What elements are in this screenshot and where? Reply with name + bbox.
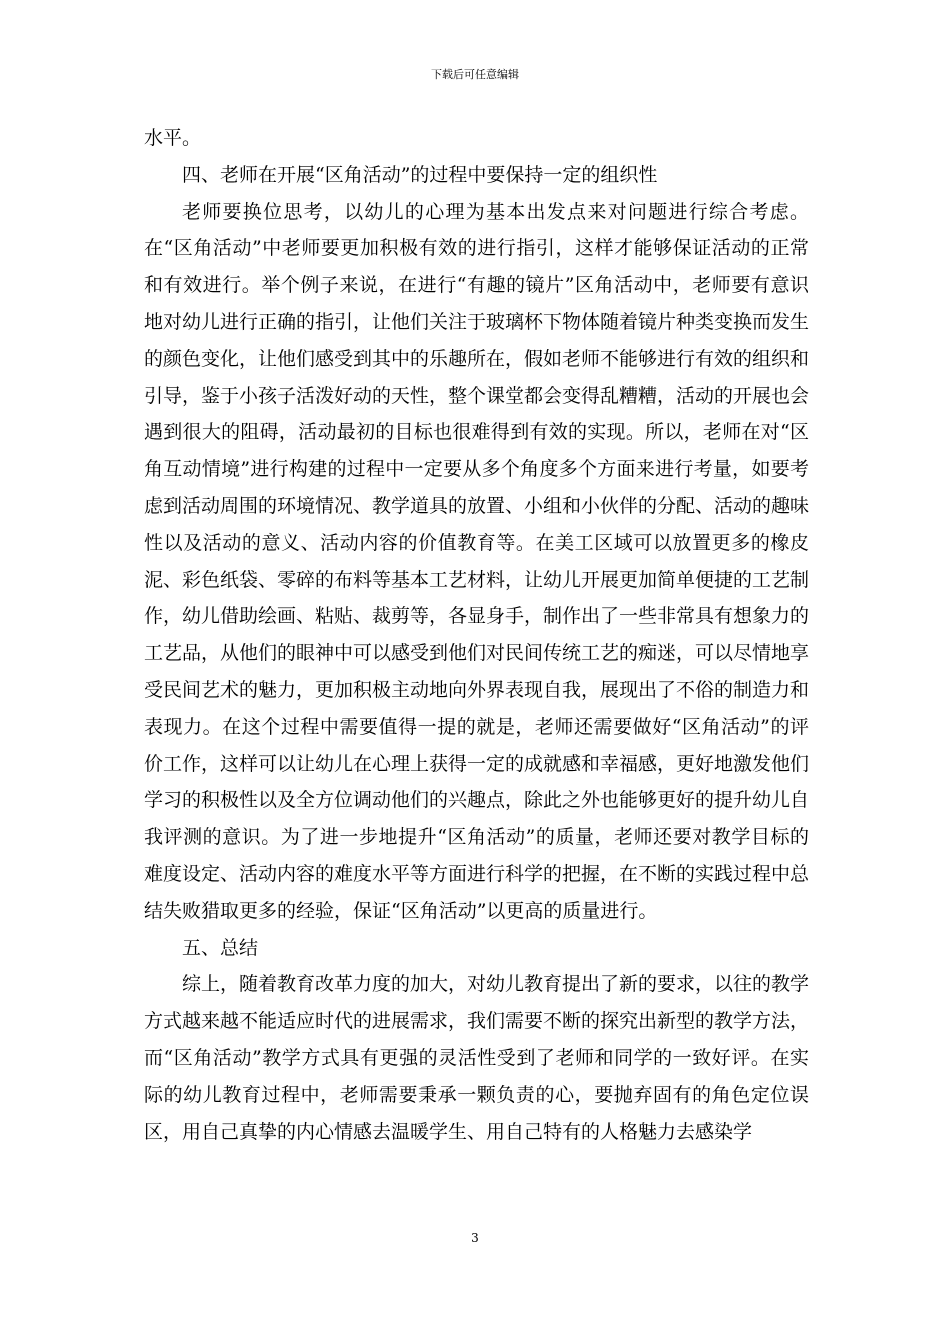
document-body [144,120,809,1150]
page-number: 3 [471,1231,479,1245]
section-heading-5: 五、总结 [182,936,259,959]
paragraph-continuation: 水平。 [144,127,202,149]
section-heading-4: 四、老师在开展“区角活动”的过程中要保持一定的组织性 [182,163,658,186]
paragraph-section-4: 老师要换位思考，以幼儿的心理为基本出发点来对问题进行综合考虑。在“区角活动”中老师要更加积极有效的进行指引，这样才能够保证活动的正常和有效进行。举个例子来说，在进行“有趣的镜片”区角活动中，老师要有意识地对幼儿进行正确的指引，让他们关注于玻璃杯下物体随着镜片种类变换而发生的颜色变化，让他们感受到其中的乐趣所在，假如老师不能够进行有效的组织和引导，鉴于小孩子活泼好动的天性，整个课堂都会变得乱糟糟，活动的开展也会遇到很大的阻碍，活动最初的目标也很难得到有效的实现。所以，老师在对“区角互动情境”进行构建的过程中一定要从多个角度多个方面来进行考量，如要考虑到活动周围的环境情况、教学道具的放置、小组和小伙伴的分配、活动的趣味性以及活动的意义、活动内容的价值教育等。在美工区域可以放置更多的橡皮泥、彩色纸袋、零碎的布料等基本工艺材料，让幼儿开展更加简单便捷的工艺制作，幼儿借助绘画、粘贴、裁剪等，各显身手，制作出了一些非常具有想象力的工艺品，从他们的眼神中可以感受到他们对民间传统工艺的痴迷，可以尽情地享受民间艺术的魅力，更加积极主动地向外界表现自我，展现出了不俗的制造力和表现力。在这个过程中需要值得一提的就是，老师还需要做好“区角活动”的评价工作，这样可以让幼儿在心理上获得一定的成就感和幸福感，更好地激发他们学习的积极性以及全方位调动他们的兴趣点，除此之外也能够更好的提升幼儿自我评测的意识。为了进一步地提升“区角活动”的质量，老师还要对教学目标的难度设定、活动内容的难度水平等方面进行科学的把握，在不断的实践过程中总结失败猎取更多的经验，保证“区角活动”以更高的质量进行。 [144,200,810,922]
paragraph-summary: 综上，随着教育改革力度的加大，对幼儿教育提出了新的要求，以往的教学方式越来越不能适应时代的进展需求，我们需要不断的探究出新型的教学方法，而“区角活动”教学方式具有更强的灵活性受到了老师和同学的一致好评。在实际的幼儿教育过程中，老师需要秉承一颗负责的心，要抛弃固有的角色定位误区，用自己真挚的内心情感去温暖学生、用自己特有的人格魅力去感染学 [144,973,810,1143]
page-header: 下载后可任意编辑 [431,68,519,81]
